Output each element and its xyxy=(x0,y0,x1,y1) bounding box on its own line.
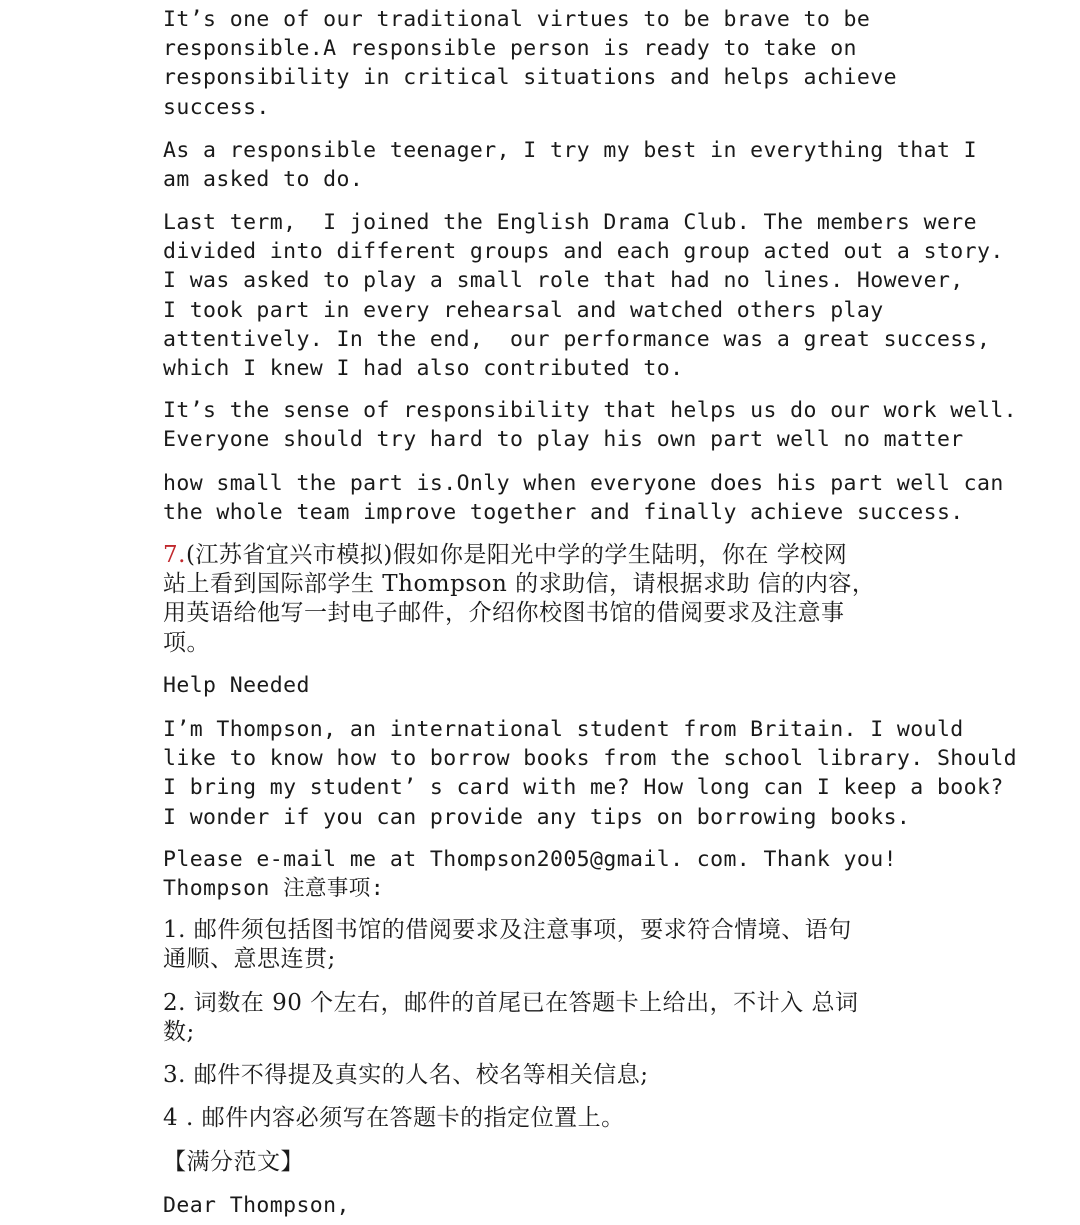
text-line: (江苏省宜兴市模拟)假如你是阳光中学的学生陆明，你在 学校网 xyxy=(185,542,848,568)
essay-paragraph-3 xyxy=(163,208,1004,383)
essay-paragraph-2 xyxy=(163,136,977,194)
text-line: Last term, I joined the English Drama Club. The members were xyxy=(163,210,977,235)
text-line: am asked to do. xyxy=(163,167,364,193)
text-line: I wonder if you can provide any tips on borrowing books. xyxy=(163,804,911,830)
salutation xyxy=(163,1191,923,1220)
text-line: attentively. In the end, our performance was a great success, xyxy=(163,326,991,352)
text-line: As a responsible teenager, I try my best in everything that I xyxy=(163,138,977,163)
text-line: how small the part is.Only when everyone does his part well can xyxy=(163,471,1004,496)
text-line: the whole team improve together and finally achieve success. xyxy=(163,500,964,526)
text-line: like to know how to borrow books from the school library. Should xyxy=(163,746,1018,772)
text-line: divided into different groups and each group acted out a story. xyxy=(163,239,1004,265)
text-line: 2. 词数在 90 个左右，邮件的首尾已在答题卡上给出，不计入 总词 xyxy=(163,990,859,1016)
essay-paragraph-1 xyxy=(163,5,923,122)
text-line: I was asked to play a small role that had no lines. However, xyxy=(163,268,964,294)
text-line: It’s the sense of responsibility that helps us do our work well. xyxy=(163,398,1018,423)
text-line: 4 . 邮件内容必须写在答题卡的指定位置上。 xyxy=(163,1105,625,1131)
note-4 xyxy=(163,1104,923,1133)
note-1 xyxy=(163,916,923,974)
text-line: 通顺、意思连贯; xyxy=(163,946,336,973)
text-line: 站上看到国际部学生 Thompson 的求助信，请根据求助 信的内容， xyxy=(163,571,876,598)
text-line: I bring my student’ s card with me? How long can I keep a book? xyxy=(163,775,1004,801)
letter-closing xyxy=(163,845,923,903)
text-line: 3. 邮件不得提及真实的人名、校名等相关信息; xyxy=(163,1062,649,1088)
text-line: Everyone should try hard to play his own part well no matter xyxy=(163,427,964,453)
text-line: 【满分范文】 xyxy=(163,1149,304,1175)
question-number: 7. xyxy=(163,542,186,568)
text-line: 项。 xyxy=(163,629,210,656)
text-line: success. xyxy=(163,94,270,120)
note-3 xyxy=(163,1061,923,1090)
text-line: Thompson 注意事项: xyxy=(163,876,385,902)
text-line: 用英语给他写一封电子邮件，介绍你校图书馆的借阅要求及注意事 xyxy=(163,600,845,627)
text-line: 1. 邮件须包括图书馆的借阅要求及注意事项，要求符合情境、语句 xyxy=(163,917,852,943)
sample-heading xyxy=(163,1148,923,1177)
question-7 xyxy=(163,541,923,658)
essay-paragraph-4 xyxy=(163,396,1018,454)
text-line: responsible.A responsible person is ready to take on xyxy=(163,36,857,62)
note-2 xyxy=(163,989,923,1047)
text-line: responsibility in critical situations and helps achieve xyxy=(163,65,897,91)
text-line: Help Needed xyxy=(163,673,310,698)
text-line: Dear Thompson, xyxy=(163,1193,350,1218)
text-line: I’m Thompson, an international student from Britain. I would xyxy=(163,717,964,742)
text-line: Please e-mail me at Thompson2005@gmail. com. Thank you! xyxy=(163,847,897,872)
text-line: It’s one of our traditional virtues to be brave to be xyxy=(163,7,871,32)
essay-paragraph-5 xyxy=(163,469,1004,527)
text-line: 数; xyxy=(163,1019,195,1046)
text-line: which I knew I had also contributed to. xyxy=(163,356,684,382)
letter-title xyxy=(163,671,923,700)
text-line: I took part in every rehearsal and watched others play xyxy=(163,297,884,323)
letter-body xyxy=(163,715,1018,832)
